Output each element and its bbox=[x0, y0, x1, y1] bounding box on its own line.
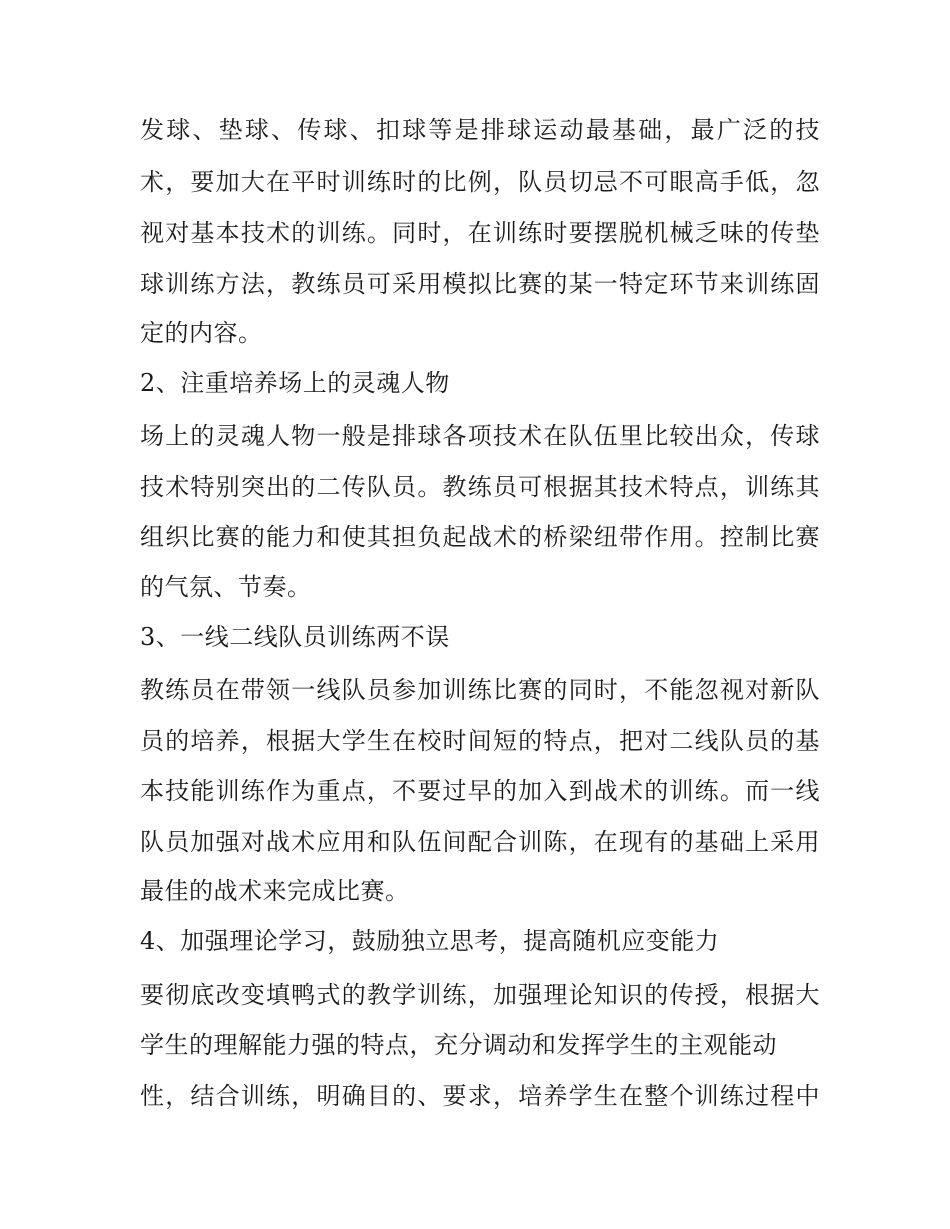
paragraph-line: 球训练方法，教练员可采用模拟比赛的某一特定环节来训练固 bbox=[140, 270, 820, 298]
paragraph-line: 本技能训练作为重点，不要过早的加入到战术的训练。而一线 bbox=[140, 777, 820, 805]
section-heading: 4、加强理论学习，鼓励独立思考，提高随机应变能力 bbox=[140, 927, 720, 955]
paragraph-line: 学生的理解能力强的特点，充分调动和发挥学生的主观能动 bbox=[140, 1031, 777, 1059]
paragraph-line: 队员加强对战术应用和队伍间配合训陈，在现有的基础上采用 bbox=[140, 828, 820, 856]
paragraph-line: 最佳的战术来完成比赛。 bbox=[140, 877, 410, 905]
paragraph-line: 员的培养，根据大学生在校时间短的特点，把对二线队员的基 bbox=[140, 727, 820, 755]
paragraph-line: 要彻底改变填鸭式的教学训练，加强理论知识的传授，根据大 bbox=[140, 981, 820, 1009]
paragraph-line: 组织比赛的能力和使其担负起战术的桥梁纽带作用。控制比赛 bbox=[140, 523, 820, 551]
paragraph-line: 术，要加大在平时训练时的比例，队员切忌不可眼高手低，忽 bbox=[140, 168, 820, 196]
section-heading: 3、一线二线队员训练两不误 bbox=[140, 623, 450, 651]
paragraph-line: 的气氛、节奏。 bbox=[140, 573, 312, 601]
paragraph-line: 技术特别突出的二传队员。教练员可根据其技术特点，训练其 bbox=[140, 473, 820, 501]
section-heading: 2、注重培养场上的灵魂人物 bbox=[140, 369, 450, 397]
paragraph-line: 场上的灵魂人物一般是排球各项技术在队伍里比较出众，传球 bbox=[140, 422, 820, 450]
paragraph-line: 视对基本技术的训练。同时，在训练时要摆脱机械乏味的传垫 bbox=[140, 219, 820, 247]
paragraph-line: 发球、垫球、传球、扣球等是排球运动最基础，最广泛的技 bbox=[140, 116, 820, 144]
paragraph-line: 教练员在带领一线队员参加训练比赛的同时，不能忽视对新队 bbox=[140, 676, 820, 704]
paragraph-line: 性，结合训练，明确目的、要求，培养学生在整个训练过程中 bbox=[140, 1082, 820, 1110]
paragraph-line: 定的内容。 bbox=[140, 319, 263, 347]
